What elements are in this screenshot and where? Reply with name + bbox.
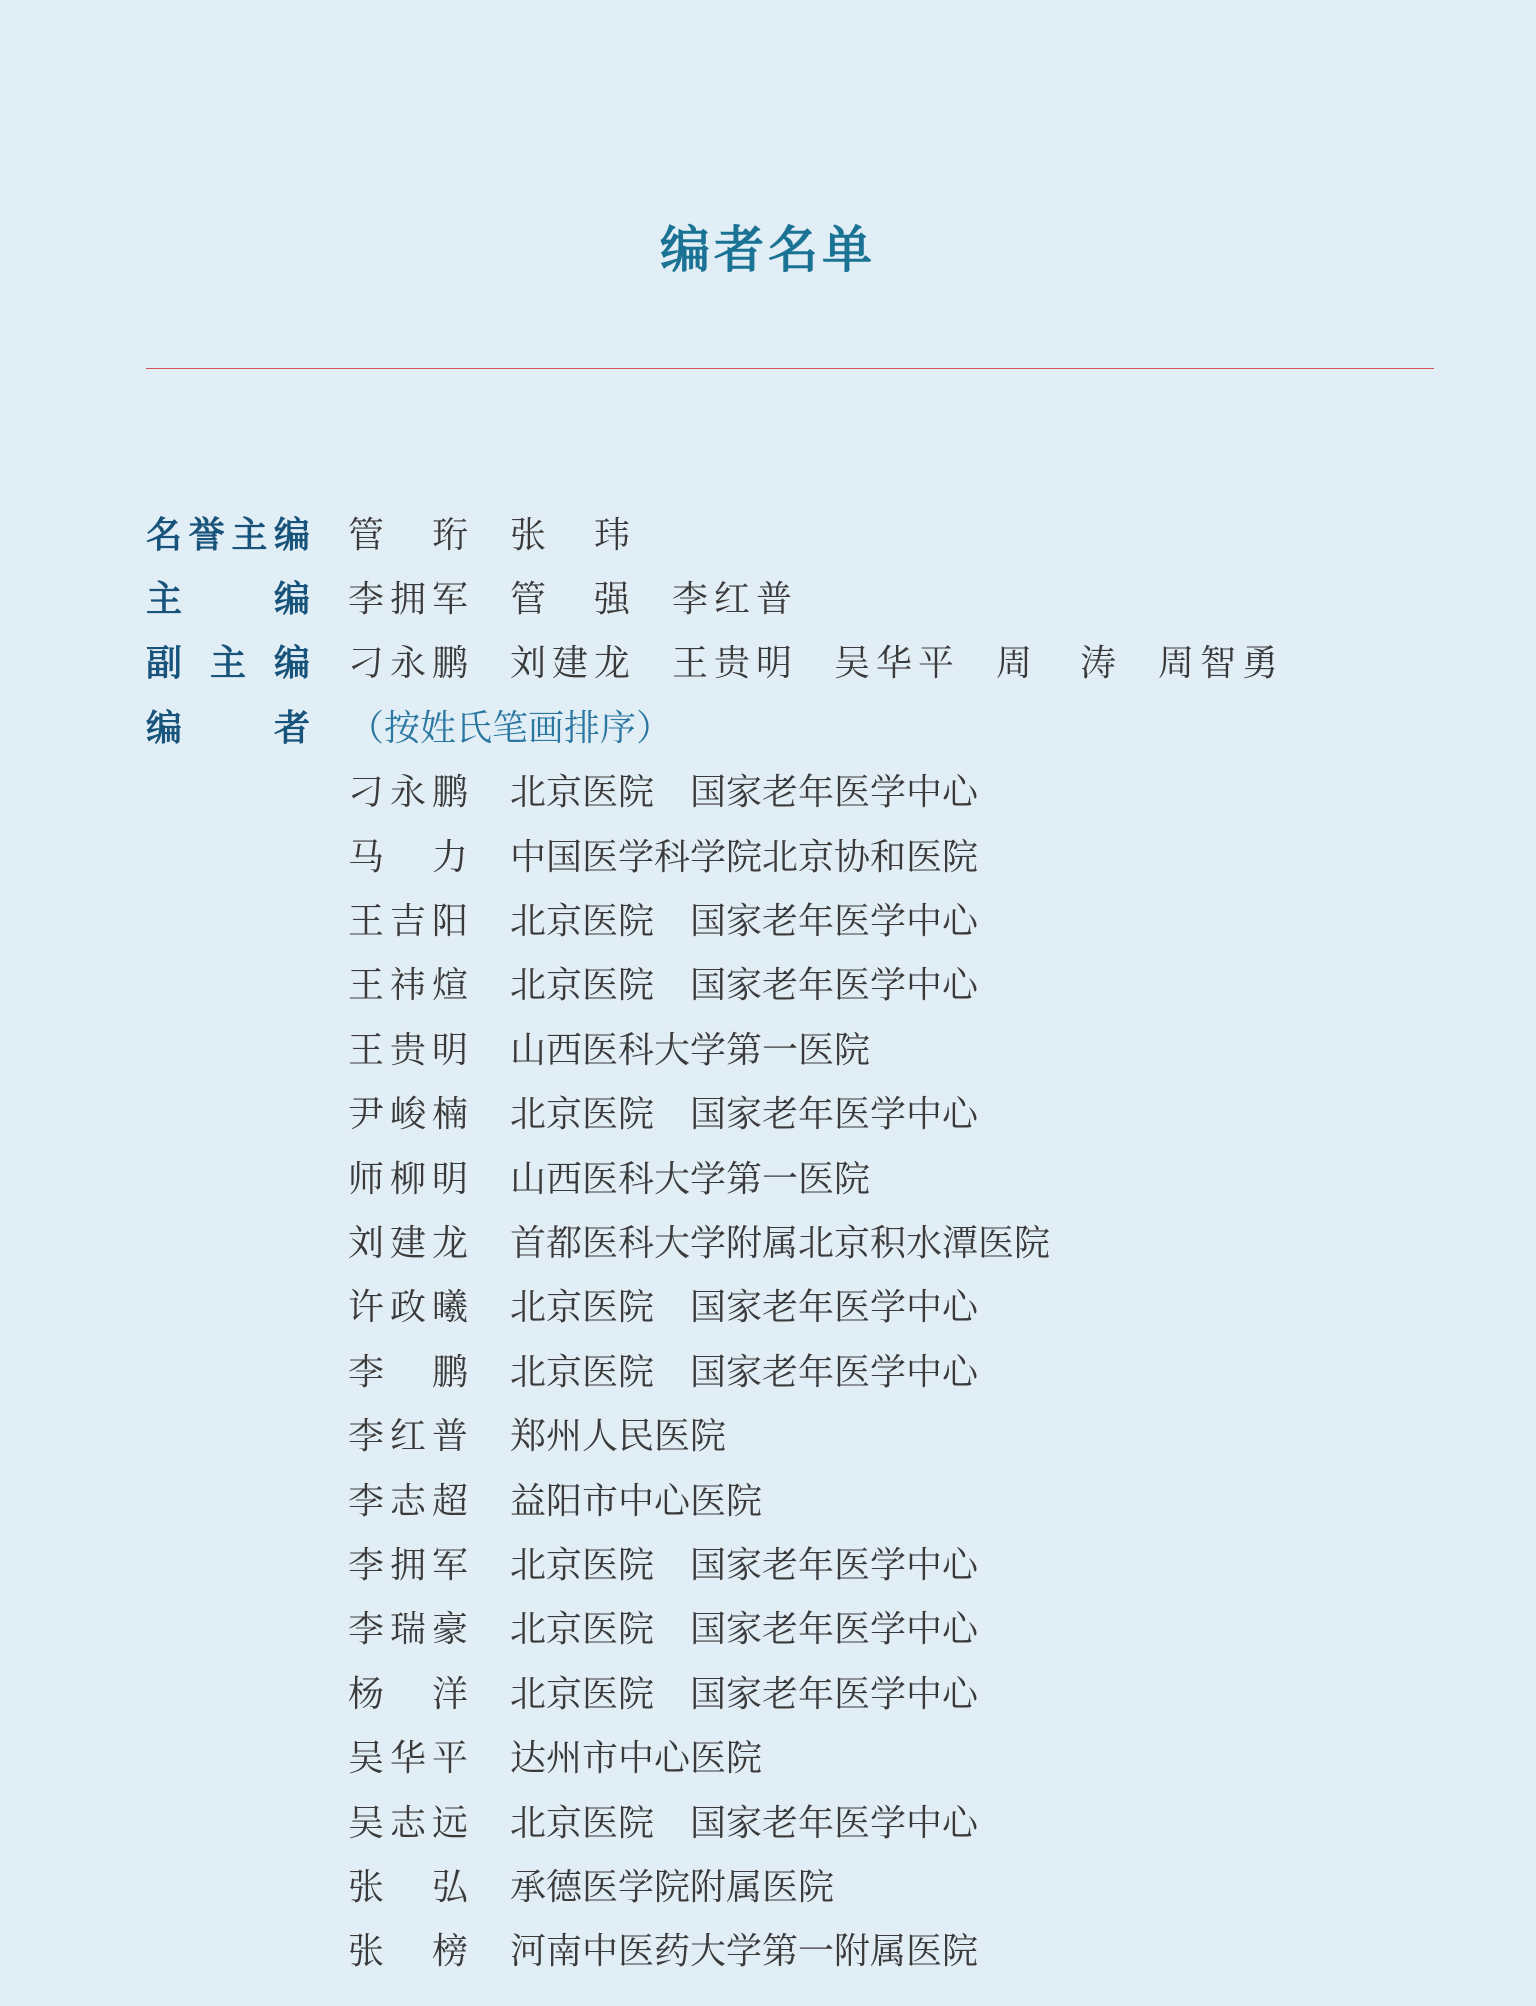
editor-name: 张 榜 [348, 1931, 468, 1973]
editor-affiliation: 郑州人民医院 [510, 1416, 727, 1458]
member-name: 周 涛 [996, 643, 1116, 685]
editor-entry [146, 1723, 1436, 1787]
role-label: 副 主 编 [146, 643, 310, 685]
editor-name: 王 吉 阳 [348, 901, 468, 943]
editor-affiliation: 山西医科大学第一医院 [510, 1029, 871, 1071]
editor-affiliation: 北京医院 国家老年医学中心 [510, 1802, 979, 1844]
editor-affiliation: 北京医院 国家老年医学中心 [510, 1609, 979, 1651]
role-row-editors [146, 693, 1436, 757]
role-row-honorary-chief-editor [146, 500, 1436, 564]
editor-entry [146, 1595, 1436, 1659]
editor-name: 师 柳 明 [348, 1158, 468, 1200]
role-label: 名 誉 主 编 [146, 514, 310, 556]
page-title: 编者名单 [660, 220, 876, 279]
editor-affiliation: 北京医院 国家老年医学中心 [510, 965, 979, 1007]
editor-entry [146, 1401, 1436, 1465]
member-name: 王 贵 明 [672, 643, 792, 685]
editor-name: 李 拥 军 [348, 1544, 468, 1586]
member-name: 李 拥 军 [348, 579, 468, 621]
editor-entry [146, 758, 1436, 822]
editor-affiliation: 北京医院 国家老年医学中心 [510, 1094, 979, 1136]
editor-affiliation: 承德医学院附属医院 [510, 1866, 835, 1908]
editor-name: 李 红 普 [348, 1416, 468, 1458]
editor-entry [146, 1788, 1436, 1852]
editor-name: 李 志 超 [348, 1480, 468, 1522]
member-name: 刘 建 龙 [510, 643, 630, 685]
editor-entry [146, 1659, 1436, 1723]
editor-entry [146, 1530, 1436, 1594]
role-label: 主 编 [146, 579, 310, 621]
editor-affiliation: 河南中医药大学第一附属医院 [510, 1931, 979, 1973]
role-row-associate-chief-editor [146, 629, 1436, 693]
editor-name: 张 弘 [348, 1866, 468, 1908]
editor-name: 王 贵 明 [348, 1029, 468, 1071]
role-members [348, 507, 672, 558]
member-name: 管 珩 [348, 514, 468, 556]
editor-name: 李 鹏 [348, 1351, 468, 1393]
editor-affiliation: 北京医院 国家老年医学中心 [510, 1351, 979, 1393]
title-divider [146, 368, 1434, 369]
editor-entry [146, 951, 1436, 1015]
editor-entry [146, 1015, 1436, 1079]
sort-note: （按姓氏笔画排序） [348, 707, 673, 749]
editor-affiliation: 北京医院 国家老年医学中心 [510, 901, 979, 943]
editor-name: 许 政 曦 [348, 1287, 468, 1329]
editor-affiliation: 北京医院 国家老年医学中心 [510, 1544, 979, 1586]
editor-name: 尹 峻 楠 [348, 1094, 468, 1136]
editor-name: 刁 永 鹏 [348, 772, 468, 814]
editor-name: 刘 建 龙 [348, 1222, 468, 1264]
role-members [348, 571, 834, 622]
member-name: 周 智 勇 [1158, 643, 1278, 685]
editor-affiliation: 山西医科大学第一医院 [510, 1158, 871, 1200]
editor-affiliation: 北京医院 国家老年医学中心 [510, 1287, 979, 1329]
editor-name: 吴 华 平 [348, 1738, 468, 1780]
editor-entry [146, 822, 1436, 886]
editor-list [146, 758, 1436, 1981]
member-name: 吴 华 平 [834, 643, 954, 685]
editor-affiliation: 北京医院 国家老年医学中心 [510, 1673, 979, 1715]
editor-affiliation: 达州市中心医院 [510, 1738, 763, 1780]
editor-entry [146, 1144, 1436, 1208]
editor-entry [146, 1466, 1436, 1530]
editor-entry [146, 1208, 1436, 1272]
editors-label: 编 者 [146, 707, 310, 749]
member-name: 刁 永 鹏 [348, 643, 468, 685]
editor-affiliation: 益阳市中心医院 [510, 1480, 763, 1522]
member-name: 管 强 [510, 579, 630, 621]
editor-affiliation: 首都医科大学附属北京积水潭医院 [510, 1222, 1051, 1264]
editor-entry [146, 1080, 1436, 1144]
editor-entry [146, 1337, 1436, 1401]
role-row-chief-editor [146, 564, 1436, 628]
editor-name: 杨 洋 [348, 1673, 468, 1715]
editor-entry [146, 1917, 1436, 1981]
editor-entry [146, 886, 1436, 950]
member-name: 李 红 普 [672, 579, 792, 621]
editor-name: 吴 志 远 [348, 1802, 468, 1844]
editor-affiliation: 北京医院 国家老年医学中心 [510, 772, 979, 814]
editor-affiliation: 中国医学科学院北京协和医院 [510, 836, 979, 878]
editor-name: 马 力 [348, 836, 468, 878]
editor-name: 李 瑞 豪 [348, 1609, 468, 1651]
editor-name: 王 祎 煊 [348, 965, 468, 1007]
editor-roster [146, 500, 1436, 1981]
editor-entry [146, 1273, 1436, 1337]
role-members [348, 635, 1320, 686]
editor-entry [146, 1852, 1436, 1916]
member-name: 张 玮 [510, 514, 630, 556]
